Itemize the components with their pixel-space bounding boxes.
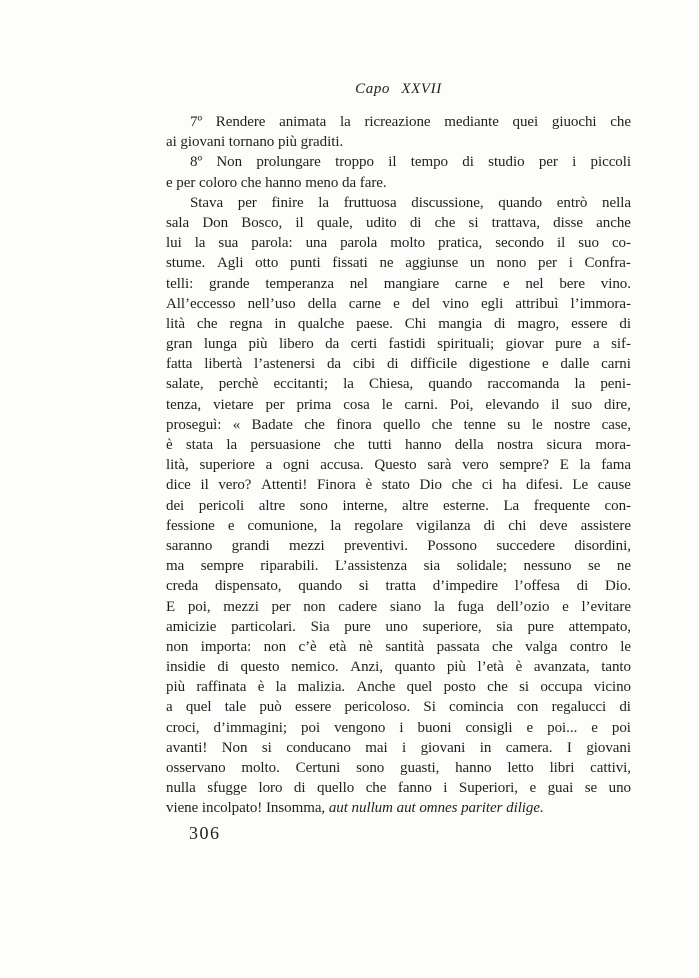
text-line: salate, perchè eccitanti; la Chiesa, quando raccomanda la peni- [166,376,631,393]
text-line: e per coloro che hanno meno da fare. [166,174,387,191]
text-line: dei pericoli altre sono interne, altre esterne. La frequente con- [166,497,631,514]
text-line: proseguì: « Badate che finora quello che tenne su le nostre case, [166,416,631,433]
body-text-block [166,112,631,819]
text-line: non importa: non c’è età nè santità passata che valga contro le [166,638,631,655]
text-line: ma sempre riparabili. L’assistenza sia solidale; nessuno se ne [166,558,631,575]
text-line: tenza, vietare per prima cosa le carni. Poi, elevando il suo dire, [166,396,631,413]
latin-italic-phrase: aut nullum aut omnes pariter dilige. [328,800,544,817]
text-line: lità che regna in qualche paese. Chi mangia di magro, essere di [166,315,631,332]
text-line: dice il vero? Attenti! Finora è stato Dio che ci ha difesi. Le cause [166,477,631,494]
text-line: è stata la persuasione che tutti hanno della nostra sicura mora- [166,437,631,453]
text-line: telli: grande temperanza nel mangiare carne e nel bere vino. [166,275,631,292]
paragraph [166,152,631,192]
text-line: stume. Agli otto punti fissati ne aggiunse un nono per i Confra- [166,255,631,272]
text-line: avanti! Non si conducano mai i giovani in camera. I giovani [166,739,631,756]
page-number: 306 [189,823,221,843]
text-line: E poi, mezzi per non cadere siano la fuga dell’ozio e l’evitare [166,598,631,615]
text-line: 8º Non prolungare troppo il tempo di studio per i piccoli [190,154,631,171]
text-line: fatta libertà l’astenersi da cibi di difficile digestione e dalle carni [166,356,631,373]
text-line: creda dispensato, quando si tratta d’impedire l’offesa di Dio. [166,578,631,595]
text-line: insidie di questo nemico. Anzi, quanto più l’età è avanzata, tanto [166,659,631,676]
text-line: nulla sfugge loro di quello che fanno i Superiori, e guai se uno [166,780,631,797]
text-line: Stava per finire la fruttuosa discussione, quando entrò nella [190,194,631,211]
paragraph [166,112,631,152]
text-line: gran lunga più libero da certi fastidi spirituali; giovar pure a sif- [166,336,631,353]
chapter-running-head: Capo XXVII [355,81,442,97]
text-line: viene incolpato! Insomma, aut nullum aut omnes pariter dilige. [166,800,544,817]
text-line: All’eccesso nell’uso della carne e del vino egli attribuì l’immora- [166,295,631,312]
paragraph [166,193,631,819]
text-line: amicizie particolari. Sia pure uno superiore, sia pure attempato, [166,618,631,635]
text-line: lui la sua parola: una parola molto pratica, secondo il suo co- [166,235,631,252]
text-line: croci, d’immagini; poi vengono i buoni consigli e poi... e poi [166,719,631,736]
text-line: 7º Rendere animata la ricreazione mediante quei giuochi che [190,114,631,130]
text-line: osservano molto. Certuni sono guasti, hanno letto libri cattivi, [166,760,631,776]
text-line: più raffinata è la malizia. Anche quel posto che si occupa vicino [166,679,631,696]
text-line: lità, superiore a ogni accusa. Questo sarà vero sempre? E la fama [166,457,631,474]
text-line: a quel tale può essere pericoloso. Si comincia con regalucci di [166,699,631,716]
text-line: ai giovani tornano più graditi. [166,134,344,151]
text-line: fessione e comunione, la regolare vigilanza di chi deve assistere [166,517,631,534]
text-line: saranno grandi mezzi preventivi. Possono succedere disordini, [166,537,631,554]
text-line: sala Don Bosco, il quale, udito di che si trattava, disse anche [166,214,631,231]
